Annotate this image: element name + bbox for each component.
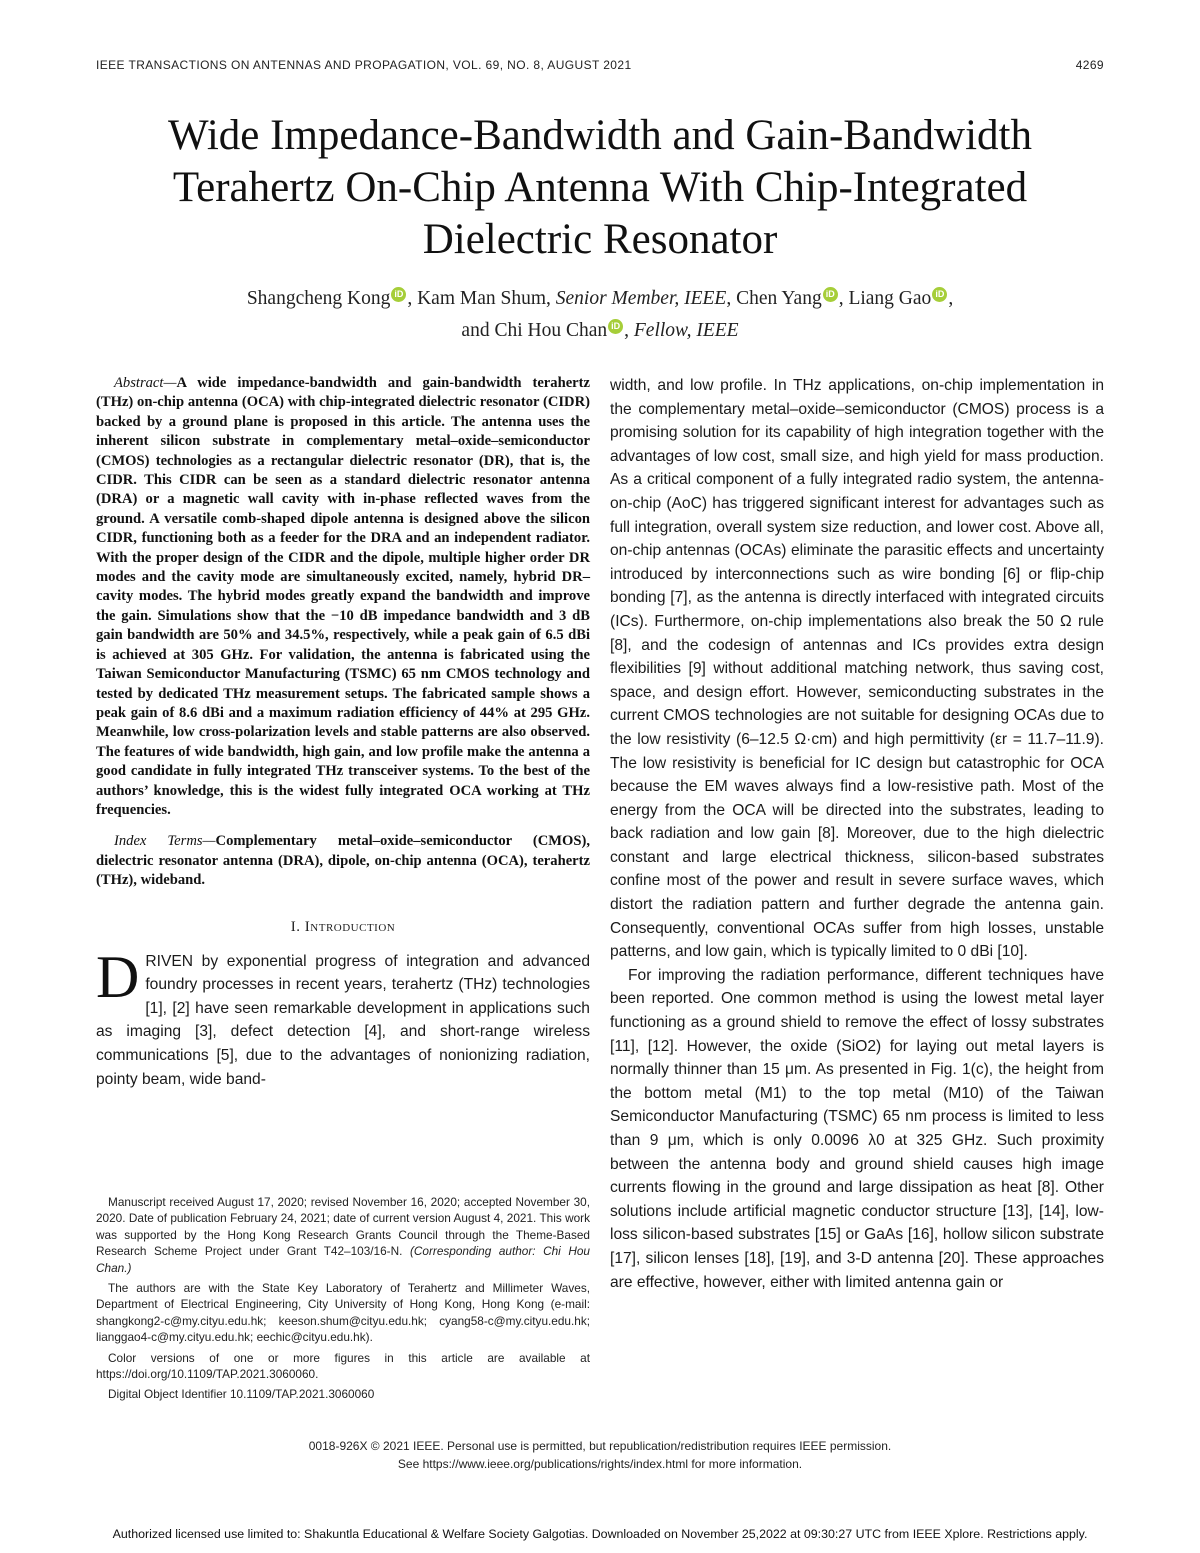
footnote-affiliation: The authors are with the State Key Laboratory of Terahertz and Millimeter Waves, Department of Electrical Engineering, City University of Hong Kong, Hong Kong (e-mail: shangkong2-c@my.cityu.edu.hk; keeson.shum@cityu.edu.hk; cyang58-c@my.cityu.edu.hk; lianggao4-c@my.cityu.edu.hk; eechic@cityu.edu.hk). [96,1281,590,1345]
index-terms-lead: Index Terms— [114,833,216,850]
author-separator: , [948,288,954,309]
orcid-icon[interactable]: iD [823,287,838,302]
orcid-icon[interactable]: iD [932,287,947,302]
abstract-text: A wide impedance-bandwidth and gain-bandwidth terahertz (THz) on-chip antenna (OCA) with chip-integrated dielectric resonator (CIDR) backed by a ground plane is proposed in this article. The antenna uses the inherent silicon substrate in complementary metal–oxide–semiconductor (CMOS) technologies as a rectangular dielectric resonator (DR), that is, the CIDR. This CIDR can be seen as a standard dielectric resonator antenna (DRA) or a magnetic wall cavity with in-phase reflected waves from the ground. A versatile comb-shaped dipole antenna is designed above the silicon CIDR, functioning both as a feeder for the DRA and an independent radiator. With the proper design of the CIDR and the dipole, multiple higher order DR modes and the cavity mode are simultaneously excited, namely, hybrid DR–cavity modes. The hybrid modes greatly expand the bandwidth and improve the gain. Simulations show that the −10 dB impedance bandwidth and 3 dB gain bandwidth are 50% and 34.5%, respectively, while a peak gain of 6.5 dBi is achieved at 305 GHz. For validation, the antenna is fabricated using the Taiwan Semiconductor Manufacturing (TSMC) 65 nm CMOS technology and tested by dedicated THz measurement setups. The fabricated sample shows a peak gain of 8.6 dBi and a maximum radiation efficiency of 44% at 295 GHz. Meanwhile, low cross-polarization levels and stable patterns are also observed. The features of wide bandwidth, high gain, and low profile make the antenna a good candidate in fully integrated THz transceiver systems. To the best of the authors’ knowledge, this is the widest fully integrated OCA working at THz frequencies. [96,375,590,818]
section-number: I. [290,918,305,935]
running-header [96,58,1104,78]
body-paragraph: For improving the radiation performance, different techniques have been reported. One common method is using the lowest metal layer functioning as a ground shield to remove the effect of lossy substrates [11], [12]. However, the oxide (SiO2) for laying out metal layers is normally thinner than 15 μm. As presented in Fig. 1(c), the height from the bottom metal (M1) to the top metal (M10) of the Taiwan Semiconductor Manufacturing (TSMC) 65 nm process is limited to less than 9 μm, which is only 0.0096 λ0 at 325 GHz. Such proximity between the antenna body and ground shield causes high image currents flowing in the ground and large dissipation as heat [8]. Other solutions include artificial magnetic conductor structure [13], [14], low-loss silicon-based substrates [15] or GaAs [16], hollow silicon substrate [17], silicon lenses [18], [19], and 3-D antenna [20]. These approaches are effective, however, either with limited antenna gain or [610,966,1104,1291]
body-paragraph: width, and low profile. In THz applications, on-chip implementation in the complementary metal–oxide–semiconductor (CMOS) process is a promising solution for its capability of high integration together with the advantages of low cost, small size, and high yield for mass production. As a critical component of a fully integrated radio system, the antenna-on-chip (AoC) has triggered significant interest for advantages such as full integration, overall system size reduction, and lower cost. Above all, on-chip antennas (OCAs) eliminate the parasitic effects and uncertainty introduced by interconnections such as wire bonding [6] or flip-chip bonding [7], as the antenna is directly interfaced with integrated circuits (ICs). Furthermore, on-chip implementations also break the 50 Ω rule [8], and the codesign of antennas and ICs provides extra design flexibilities [9] without additional matching network, thus saving cost, space, and design effort. However, semiconducting substrates in the current CMOS technologies are not suitable for designing OCAs due to the low resistivity (6–12.5 Ω·cm) and high permittivity (εr = 11.7–11.9). The low resistivity is beneficial for IC design but catastrophic for OCA because the EM waves always find a low-resistive path. Most of the energy from the OCA will be directed into the substrates, leading to back radiation and low gain [8]. Moreover, due to the high dielectric constant and large electrical thickness, silicon-based substrates confine most of the power and result in severe surface waves, which distort the radiation pattern and further degrade the antenna gain. Consequently, conventional OCAs suffer from high losses, unstable patterns, and low gain, which is typically limited to 0 dBi [10]. [610,377,1104,961]
author-name: , Kam Man Shum, [407,288,556,309]
author-separator: , [624,320,634,341]
author-name: Shangcheng Kong [246,288,391,309]
author-line-1 [96,283,1104,315]
abstract-lead: Abstract— [114,375,177,391]
footnotes [96,1194,590,1407]
author-membership: Senior Member, IEEE [555,288,727,309]
orcid-icon[interactable]: iD [391,287,406,302]
footnote-doi: Digital Object Identifier 10.1109/TAP.2021.3060060 [108,1387,375,1402]
corresponding-author: (Corresponding author: Chi Hou Chan.) [96,1244,590,1275]
footnote-manuscript [96,1194,590,1276]
index-terms-text: Complementary metal–oxide–semiconductor (CMOS), dielectric resonator antenna (DRA), dipole, on-chip antenna (OCA), terahertz (THz), wideband. [96,833,590,889]
index-terms [96,832,590,890]
copyright-notice [96,1437,1104,1473]
footnote-manuscript-text: Manuscript received August 17, 2020; revised November 16, 2020; accepted November 30, 2020. Date of publication February 24, 2021; date of current version August 4, 2021. This work was supported by the Hong Kong Research Grants Council through the Theme-Based Research Scheme Project under Grant T42–103/16-N. [96,1195,590,1259]
author-membership: Fellow, IEEE [633,320,739,341]
intro-paragraph [96,943,590,1092]
copyright-line: 0018-926X © 2021 IEEE. Personal use is permitted, but republication/redistribution requires IEEE permission. [308,1439,892,1453]
page-number: 4269 [1075,58,1104,72]
intro-text: RIVEN by exponential progress of integration and advanced foundry processes in recent years, terahertz (THz) technologies [1], [2] have seen remarkable development in applications such as imaging [3], defect detection [4], and short-range wireless communications [5], due to the advantages of nonionizing radiation, pointy beam, wide band- [96,952,590,1088]
orcid-icon[interactable]: iD [608,319,623,334]
journal-citation: IEEE TRANSACTIONS ON ANTENNAS AND PROPAGATION, VOL. 69, NO. 8, AUGUST 2021 [96,58,632,72]
section-heading [96,919,590,936]
author-name: and Chi Hou Chan [461,320,608,341]
footnote-color: Color versions of one or more figures in this article are available at https://doi.org/10.1109/TAP.2021.3060060. [96,1350,590,1382]
author-name: , Liang Gao [838,288,932,309]
left-column [96,374,590,1091]
drop-cap: D [96,943,140,1010]
download-notice: Authorized licensed use limited to: Shakuntla Educational & Welfare Society Galgotias. Downloaded on November 25,2022 at 09:30:27 UTC from IEEE Xplore. Restrictions apply. [112,1527,1088,1541]
right-column [610,374,1104,1294]
author-list [96,283,1104,347]
author-line-2 [96,315,1104,347]
abstract [96,374,590,820]
paper-title: Wide Impedance-Bandwidth and Gain-Bandwidth Terahertz On-Chip Antenna With Chip-Integrated Dielectric Resonator [168,112,1032,263]
section-title: Introduction [304,918,396,935]
rights-link-line[interactable]: See https://www.ieee.org/publications/rights/index.html for more information. [397,1457,803,1471]
author-name: , Chen Yang [726,288,822,309]
